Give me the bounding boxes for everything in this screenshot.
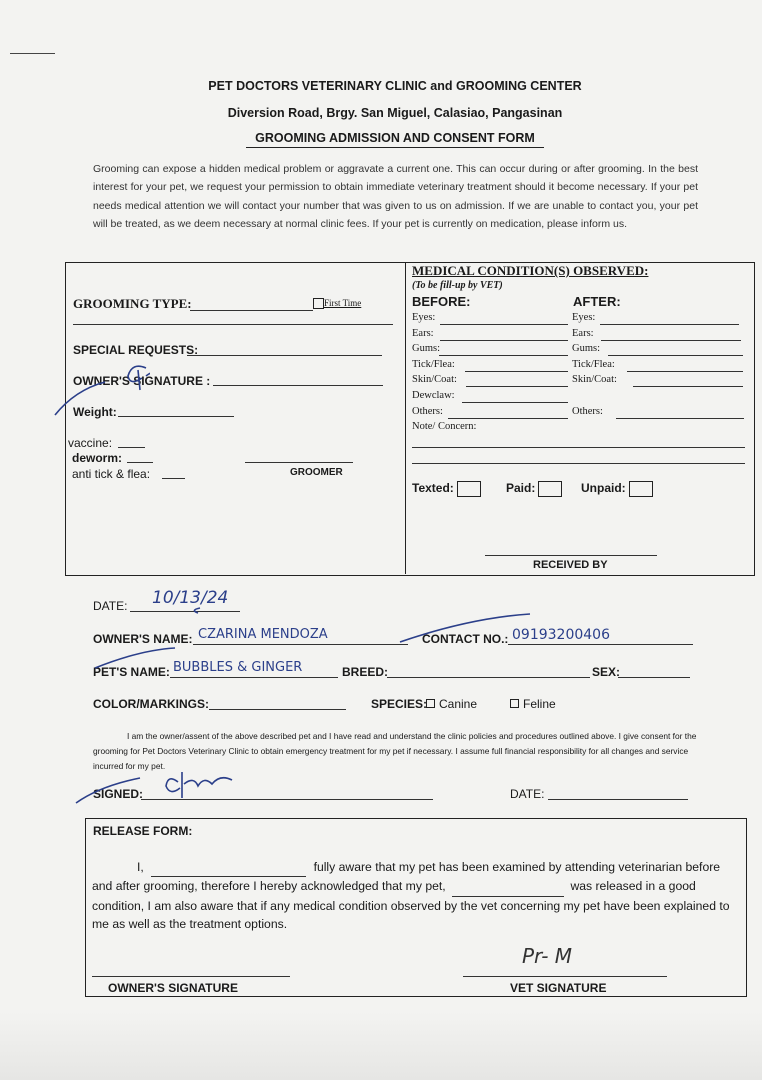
paid-checkbox[interactable] [538,481,562,497]
owner-signature-field[interactable] [213,385,383,386]
release-owner-sig-field[interactable] [92,976,290,977]
note-line-1[interactable] [412,447,745,448]
box-divider [405,262,406,574]
feline-label: Feline [523,697,556,711]
after-item-field[interactable] [633,386,743,387]
after-item-label: Eyes: [572,312,596,323]
deworm-label: deworm: [72,451,123,465]
after-item-label: Gums: [572,343,601,355]
after-item-field[interactable] [627,371,743,372]
grooming-type-field-2[interactable] [73,324,393,325]
release-p3: was released in a good condition, I am also aware that if any medical condition observed by the vet concerning my pet have been explained to me as well as the treatment options. [92,879,730,931]
owner-signature-label: OWNER'S SIGNATURE : [73,374,211,388]
pet-name-value: BUBBLES & GINGER [173,660,303,675]
after-item-field[interactable] [616,418,744,419]
contact-value: 09193200406 [512,627,610,643]
release-owner-sig-label: OWNER'S SIGNATURE [108,981,238,995]
unpaid-checkbox[interactable] [629,481,653,497]
clinic-name: PET DOCTORS VETERINARY CLINIC and GROOMING CENTER [208,79,582,93]
grooming-type-field[interactable] [190,310,313,311]
canine-label: Canine [439,697,478,711]
owner-signature-mark [30,360,150,420]
before-item-field[interactable] [440,340,568,341]
after-label: AFTER: [573,294,621,309]
vaccine-field[interactable] [118,447,145,448]
vet-signature-value: Pr- M [522,944,573,968]
grooming-type-label: GROOMING TYPE: [73,296,192,311]
unpaid-option[interactable] [581,481,653,497]
scan-mark [10,53,55,54]
before-item-label: Others: [412,405,443,417]
before-item-label: Gums: [412,343,441,355]
first-time-label: First Time [324,298,362,308]
anti-tick-field[interactable] [162,478,185,479]
before-item-label: Skin/Coat: [412,374,457,386]
pet-name-label: PET'S NAME: [93,665,170,679]
consent-text: I am the owner/assent of the above described pet and I have read and understand the clinic policies and procedures outlined above. I give consent for the grooming for Pet Doctors Veterinary Clinic to obtain emergency treatment for my pet if necessary. I assume full financial responsibility for all changes and service incurred for my pet. [93,731,697,771]
received-by-field[interactable] [485,555,657,556]
vaccine-label: vaccine: [68,436,113,450]
consent-date-label: DATE: [510,787,545,801]
before-label: BEFORE: [412,294,471,309]
edge-shadow [0,1012,762,1080]
release-vet-sig-label: VET SIGNATURE [510,981,607,995]
after-item-field[interactable] [601,340,741,341]
before-item-field[interactable] [448,418,568,419]
release-name-field[interactable] [151,858,306,877]
date-label: DATE: [93,599,128,613]
date-value: 10/13/24 [152,588,229,608]
release-p2: fully aware that my pet has been examined by attending veterinarian before and after grooming, therefore I hereby acknowledged that my pet, [92,860,721,894]
groomer-label: GROOMER [290,467,343,478]
color-markings-label: COLOR/MARKINGS: [93,697,209,711]
release-pet-field[interactable] [452,877,564,896]
contact-label: CONTACT NO.: [422,632,509,646]
after-item-label: Skin/Coat: [572,374,617,386]
before-item-label: Tick/Flea: [412,358,455,370]
deworm-field[interactable] [127,462,153,463]
after-item-label: Tick/Flea: [572,358,615,370]
before-item-label: Dewclaw: [412,390,455,401]
special-requests-label: SPECIAL REQUESTS: [73,343,199,357]
note-concern-label: Note/ Concern: [412,421,477,432]
anti-tick-label: anti tick & flea: [72,467,151,481]
paid-option[interactable] [506,481,562,497]
unpaid-label: Unpaid: [581,481,626,496]
sex-label: SEX: [592,665,621,679]
before-item-label: Eyes: [412,312,436,323]
form-title-underline [246,147,544,148]
handwriting-marks [0,590,762,850]
before-item-field[interactable] [466,386,568,387]
release-p1: I, [137,860,144,874]
signed-label: SIGNED: [93,787,144,801]
before-item-field[interactable] [462,402,568,403]
intro-text: Grooming can expose a hidden medical problem or aggravate a current one. This can occur during or after grooming. In the best interest for your pet, we request your permission to obtain immediate veterinary treatment should it become necessary. If your pet needs medical attention we will contact your number that was given to us on admission. If we are unable to contact you, your pet will be treated, as we deem necessary at normal clinic fees. If your pet is currently on medication, please inform us. [93,163,698,230]
before-item-field[interactable] [440,324,568,325]
received-by-label: RECEIVED BY [533,559,608,571]
texted-option[interactable] [412,481,481,497]
release-title: RELEASE FORM: [93,824,193,838]
before-item-field[interactable] [439,355,568,356]
breed-label: BREED: [342,665,389,679]
after-item-label: Others: [572,405,603,417]
first-time-checkbox[interactable] [313,298,324,309]
release-vet-sig-field[interactable] [463,976,667,977]
release-paragraph [92,858,742,933]
texted-label: Texted: [412,481,454,496]
after-item-field[interactable] [600,324,739,325]
medical-subtitle: (To be fill-up by VET) [412,280,503,291]
after-item-label: Ears: [572,327,594,339]
after-item-field[interactable] [608,355,743,356]
texted-checkbox[interactable] [457,481,481,497]
paid-label: Paid: [506,481,536,496]
special-requests-field[interactable] [187,355,382,356]
before-item-label: Ears: [412,327,434,339]
form-title: GROOMING ADMISSION AND CONSENT FORM [255,131,535,145]
groomer-field[interactable] [245,462,353,463]
owner-name-value: CZARINA MENDOZA [198,627,328,642]
before-item-field[interactable] [465,371,568,372]
species-label: SPECIES: [371,697,428,711]
clinic-address: Diversion Road, Brgy. San Miguel, Calasiao, Pangasinan [227,106,563,120]
note-line-2[interactable] [412,463,745,464]
medical-title: MEDICAL CONDITION(S) OBSERVED: [412,263,649,278]
owner-name-label: OWNER'S NAME: [93,632,193,646]
weight-label: Weight: [73,405,117,419]
